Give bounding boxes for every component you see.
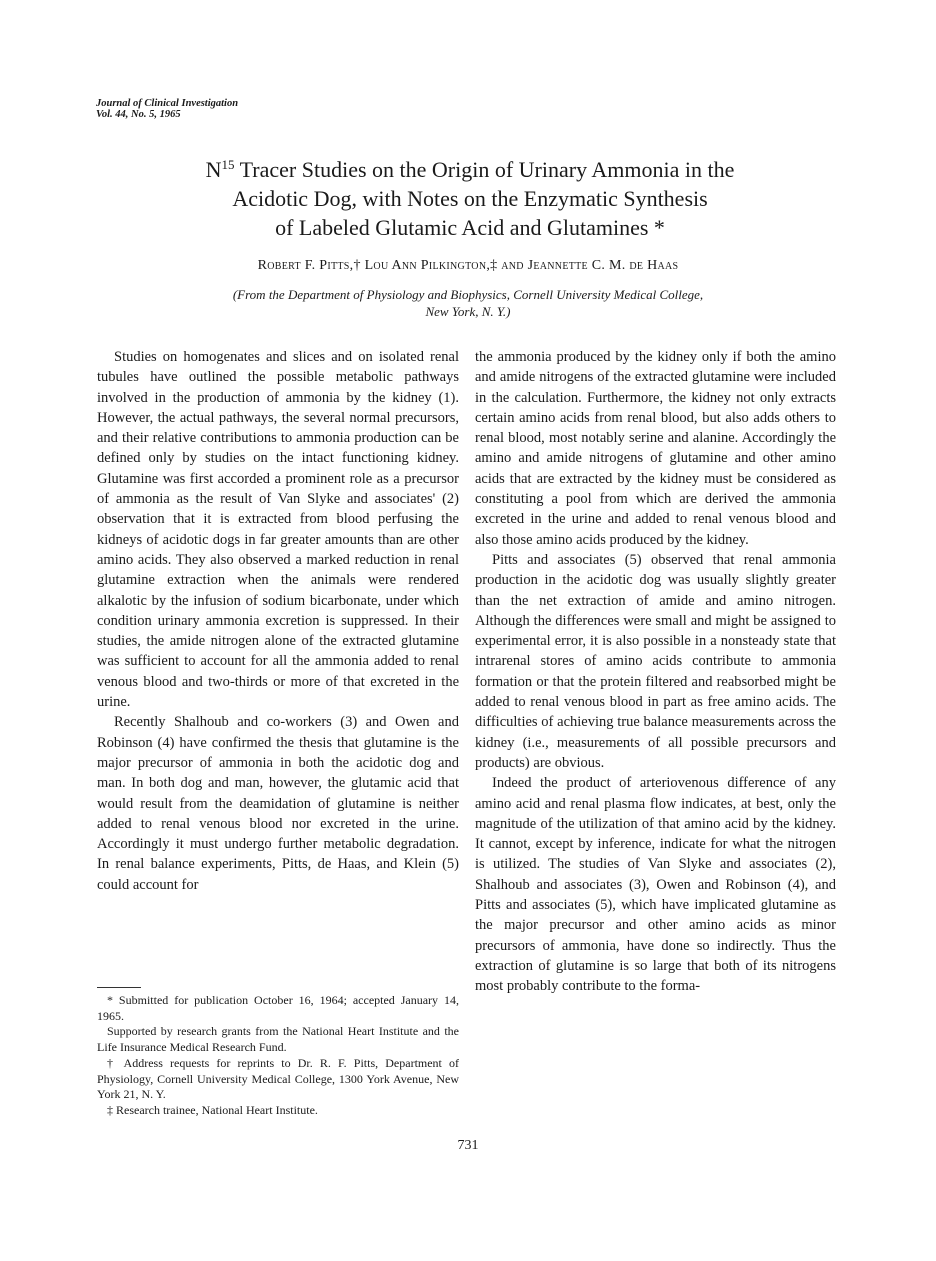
title-isotope-prefix: N [205,157,222,182]
title-line-1 [120,155,820,184]
body-paragraph-continued: the ammonia produced by the kidney only if both the amino and amide nitrogens of the extracted glutamine were included in the calculation. Furthermore, the kidney not only extracts certain amino acids from renal blood, but also adds others to renal blood, most notably serine and alanine. Accordingly the amino and amide nitrogens of glutamine and other amino acids that are extracted by the kidney must be considered as constituting a pool from which are derived the ammonia excreted in the urine and added to renal venous blood and also those amino acids produced by the kidney. [475,349,836,548]
body-paragraph: Indeed the product of arteriovenous difference of any amino acid and renal plasma flow indicates, at best, only the magnitude of the utilization of that amino acid by the kidney. It cannot, except by inference, indicate for what the nitrogen is utilized. The studies of Van Slyke and associates (2), Shalhoub and associates (3), Owen and Robinson (4), and Pitts and associates (5), which have implicated glutamine as the major precursor and other amino acids as minor precursors of ammonia, have done so indirectly. Thus the extraction of glutamine is so large that both of its nitrogens most probably contribute to the forma- [475,775,836,995]
affiliation-line-1: (From the Department of Physiology and Biophysics, Cornell University Medical College, [232,287,704,302]
title-line-2: Acidotic Dog, with Notes on the Enzymatic Synthesis [232,186,708,211]
left-column [97,347,459,895]
title-isotope-superscript: 15 [221,157,235,172]
author-list: Robert F. Pitts,† Lou Ann Pilkington,‡ and Jeannette C. M. de Haas [257,258,679,273]
footnote-funding: Supported by research grants from the National Heart Institute and the Life Insurance Medical Research Fund. [97,1024,459,1055]
journal-volume: Vol. 44, No. 5, 1965 [96,109,181,120]
footnote-submission: * Submitted for publication October 16, 1964; accepted January 14, 1965. [97,993,459,1023]
body-paragraph: Pitts and associates (5) observed that renal ammonia production in the acidotic dog was usually slightly greater than the net extraction of amide and amino nitrogen. Although the differences were small and might be assigned to experimental error, it is also possible in a nonsteady state that intrarenal stores of amino acids contribute to ammonia formation or that the protein filtered and reabsorbed might be added to renal venous blood in part as free amino acids. The difficulties of achieving true balance measurements across the kidney (i.e., measurements of all possible precursors and products) are obvious. [475,551,836,771]
page-number: 731 [457,1138,479,1153]
footnotes [97,993,459,1119]
title-line-1-rest: Tracer Studies on the Origin of Urinary Ammonia in the [234,157,735,182]
right-column [475,347,836,997]
title-line-3: of Labeled Glutamic Acid and Glutamines * [275,215,665,240]
paper-title [120,155,820,242]
body-paragraph: Recently Shalhoub and co-workers (3) and Owen and Robinson (4) have confirmed the thesis that glutamine is the major precursor of ammonia in both the acidotic dog and man. In both dog and man, however, the glutamic acid that would result from the deamidation of glutamine is neither added to renal venous blood nor excreted in the urine. Accordingly it must undergo further metabolic degradation. In renal balance experiments, Pitts, de Haas, and Klein (5) could account for [97,714,459,893]
footnote-trainee: ‡ Research trainee, National Heart Institute. [107,1102,318,1117]
footnote-reprints: † Address requests for reprints to Dr. R. F. Pitts, Department of Physiology, Cornell University Medical College, 1300 York Avenue, New York 21, N. Y. [97,1055,459,1102]
body-paragraph: Studies on homogenates and slices and on isolated renal tubules have outlined the possible metabolic pathways involved in the production of ammonia by the kidney (1). However, the actual pathways, the several normal precursors, and their relative contributions to ammonia production can be defined only by studies on the intact functioning kidney. Glutamine was first accorded a prominent role as a precursor of ammonia as the result of Van Slyke and associates' (2) observation that it is extracted from blood perfusing the kidneys of acidotic dogs in far greater amounts than are other amino acids. They also observed a marked reduction in renal glutamine extraction when the animals were rendered alkalotic by the infusion of sodium bicarbonate, under which condition urinary ammonia excretion is suppressed. In their studies, the amide nitrogen alone of the extracted glutamine was sufficient to account for all the ammonia added to renal venous blood and two-thirds or more of that excreted in the urine. [97,349,459,711]
journal-name: Journal of Clinical Investigation [96,98,239,109]
journal-header [96,98,238,120]
affiliation [130,286,806,320]
affiliation-line-2: New York, N. Y.) [425,304,511,319]
footnote-divider [97,987,141,988]
